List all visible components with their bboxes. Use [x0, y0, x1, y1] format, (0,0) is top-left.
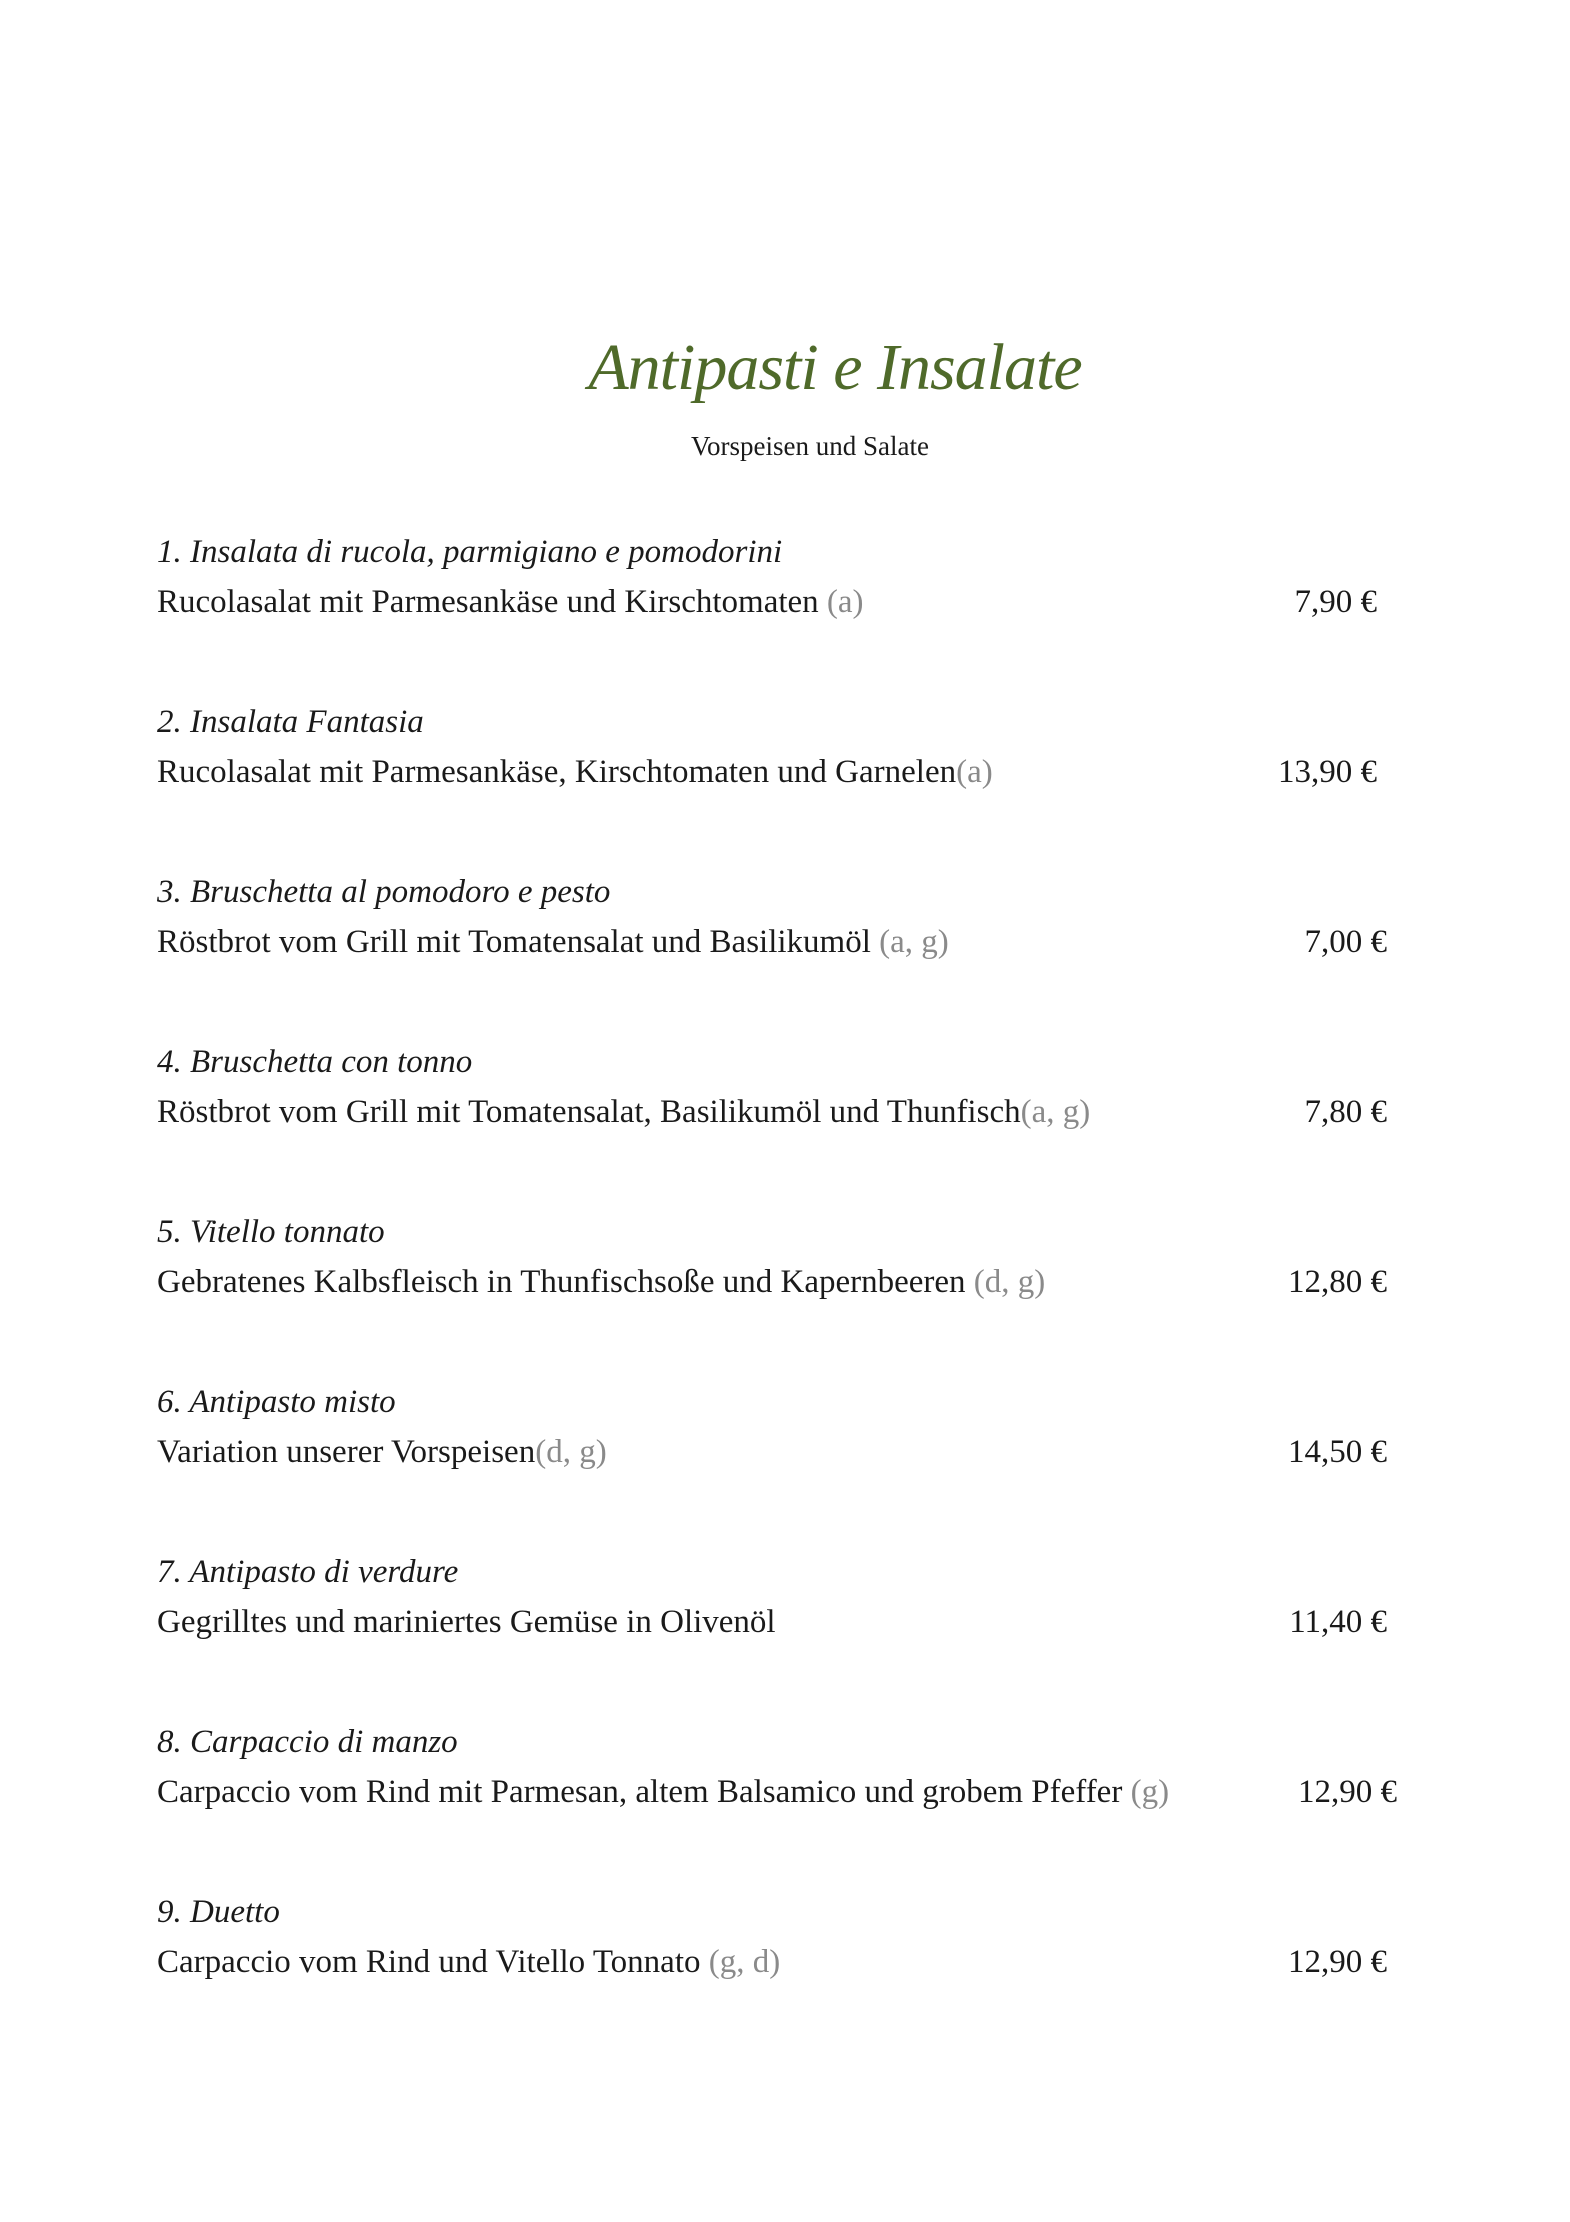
menu-item-name: 5. Vitello tonnato — [157, 1214, 385, 1250]
page-subtitle: Vorspeisen und Salate — [691, 431, 929, 461]
menu-item-price: 12,80 € — [1288, 1264, 1387, 1300]
menu-item-allergens: (d, g) — [535, 1434, 607, 1470]
menu-item-description: Rucolasalat mit Parmesankäse und Kirschtomaten — [157, 584, 827, 620]
menu-item-name: 8. Carpaccio di manzo — [157, 1724, 458, 1760]
menu-item-description: Rucolasalat mit Parmesankäse, Kirschtomaten und Garnelen — [157, 754, 957, 790]
menu-item — [157, 1380, 1417, 1550]
menu-item-line — [157, 1254, 1417, 1310]
menu-item-description: Gebratenes Kalbsfleisch in Thunfischsoße und Kapernbeeren — [157, 1264, 974, 1300]
menu-item-name: 7. Antipasto di verdure — [157, 1554, 459, 1590]
menu-item-line — [157, 744, 1417, 800]
menu-header — [0, 331, 1570, 462]
menu-item-name: 9. Duetto — [157, 1894, 280, 1930]
menu-item-allergens: (g) — [1130, 1774, 1170, 1810]
menu-item-name: 1. Insalata di rucola, parmigiano e pomodorini — [157, 534, 783, 570]
menu-item-allergens: (a, g) — [879, 924, 949, 960]
menu-item-allergens: (a) — [956, 754, 993, 790]
menu-item-description: Röstbrot vom Grill mit Tomatensalat und Basilikumöl — [157, 924, 880, 960]
menu-item-allergens: (d, g) — [973, 1264, 1046, 1300]
menu-item — [157, 1550, 1417, 1720]
menu-item — [157, 870, 1417, 1040]
menu-item-line — [157, 914, 1417, 970]
menu-item-price: 12,90 € — [1298, 1774, 1397, 1810]
menu-item — [157, 1890, 1417, 2060]
menu-item-price: 12,90 € — [1288, 1944, 1387, 1980]
menu-item — [157, 530, 1417, 700]
menu-item-description: Carpaccio vom Rind mit Parmesan, altem Balsamico und grobem Pfeffer — [157, 1774, 1131, 1810]
menu-item-line — [157, 1084, 1417, 1140]
menu-item-allergens: (a, g) — [1020, 1094, 1091, 1130]
menu-item-allergens: (a) — [826, 584, 864, 620]
menu-item-description: Röstbrot vom Grill mit Tomatensalat, Basilikumöl und Thunfisch — [157, 1094, 1021, 1130]
menu-item-price: 13,90 € — [1278, 754, 1377, 790]
menu-item-price: 11,40 € — [1289, 1604, 1387, 1640]
menu-item-name: 6. Antipasto misto — [157, 1384, 396, 1420]
menu-item-line — [157, 1594, 1417, 1650]
menu-item-description: Carpaccio vom Rind und Vitello Tonnato — [157, 1944, 709, 1980]
menu-item-name: 3. Bruschetta al pomodoro e pesto — [157, 874, 611, 910]
menu-item — [157, 1040, 1417, 1210]
menu-item-line — [157, 1764, 1417, 1820]
menu-item-name: 4. Bruschetta con tonno — [157, 1044, 473, 1080]
menu-item-allergens: (g, d) — [708, 1944, 781, 1980]
menu-item-price: 14,50 € — [1288, 1434, 1387, 1470]
menu-item-price: 7,80 € — [1304, 1094, 1387, 1130]
menu-item-line — [157, 1934, 1417, 1990]
menu-item-description: Variation unserer Vorspeisen — [157, 1434, 536, 1470]
menu-item — [157, 700, 1417, 870]
menu-item-price: 7,90 € — [1294, 584, 1377, 620]
menu-item-description: Gegrilltes und mariniertes Gemüse in Olivenöl — [157, 1604, 776, 1640]
page-title: Antipasti e Insalate — [588, 331, 1082, 404]
menu-item-line — [157, 574, 1417, 630]
menu-item-price: 7,00 € — [1304, 924, 1387, 960]
menu-item-line — [157, 1424, 1417, 1480]
menu-item — [157, 1720, 1417, 1890]
menu-item — [157, 1210, 1417, 1380]
menu-item-name: 2. Insalata Fantasia — [157, 704, 424, 740]
menu-list — [157, 530, 1417, 2060]
